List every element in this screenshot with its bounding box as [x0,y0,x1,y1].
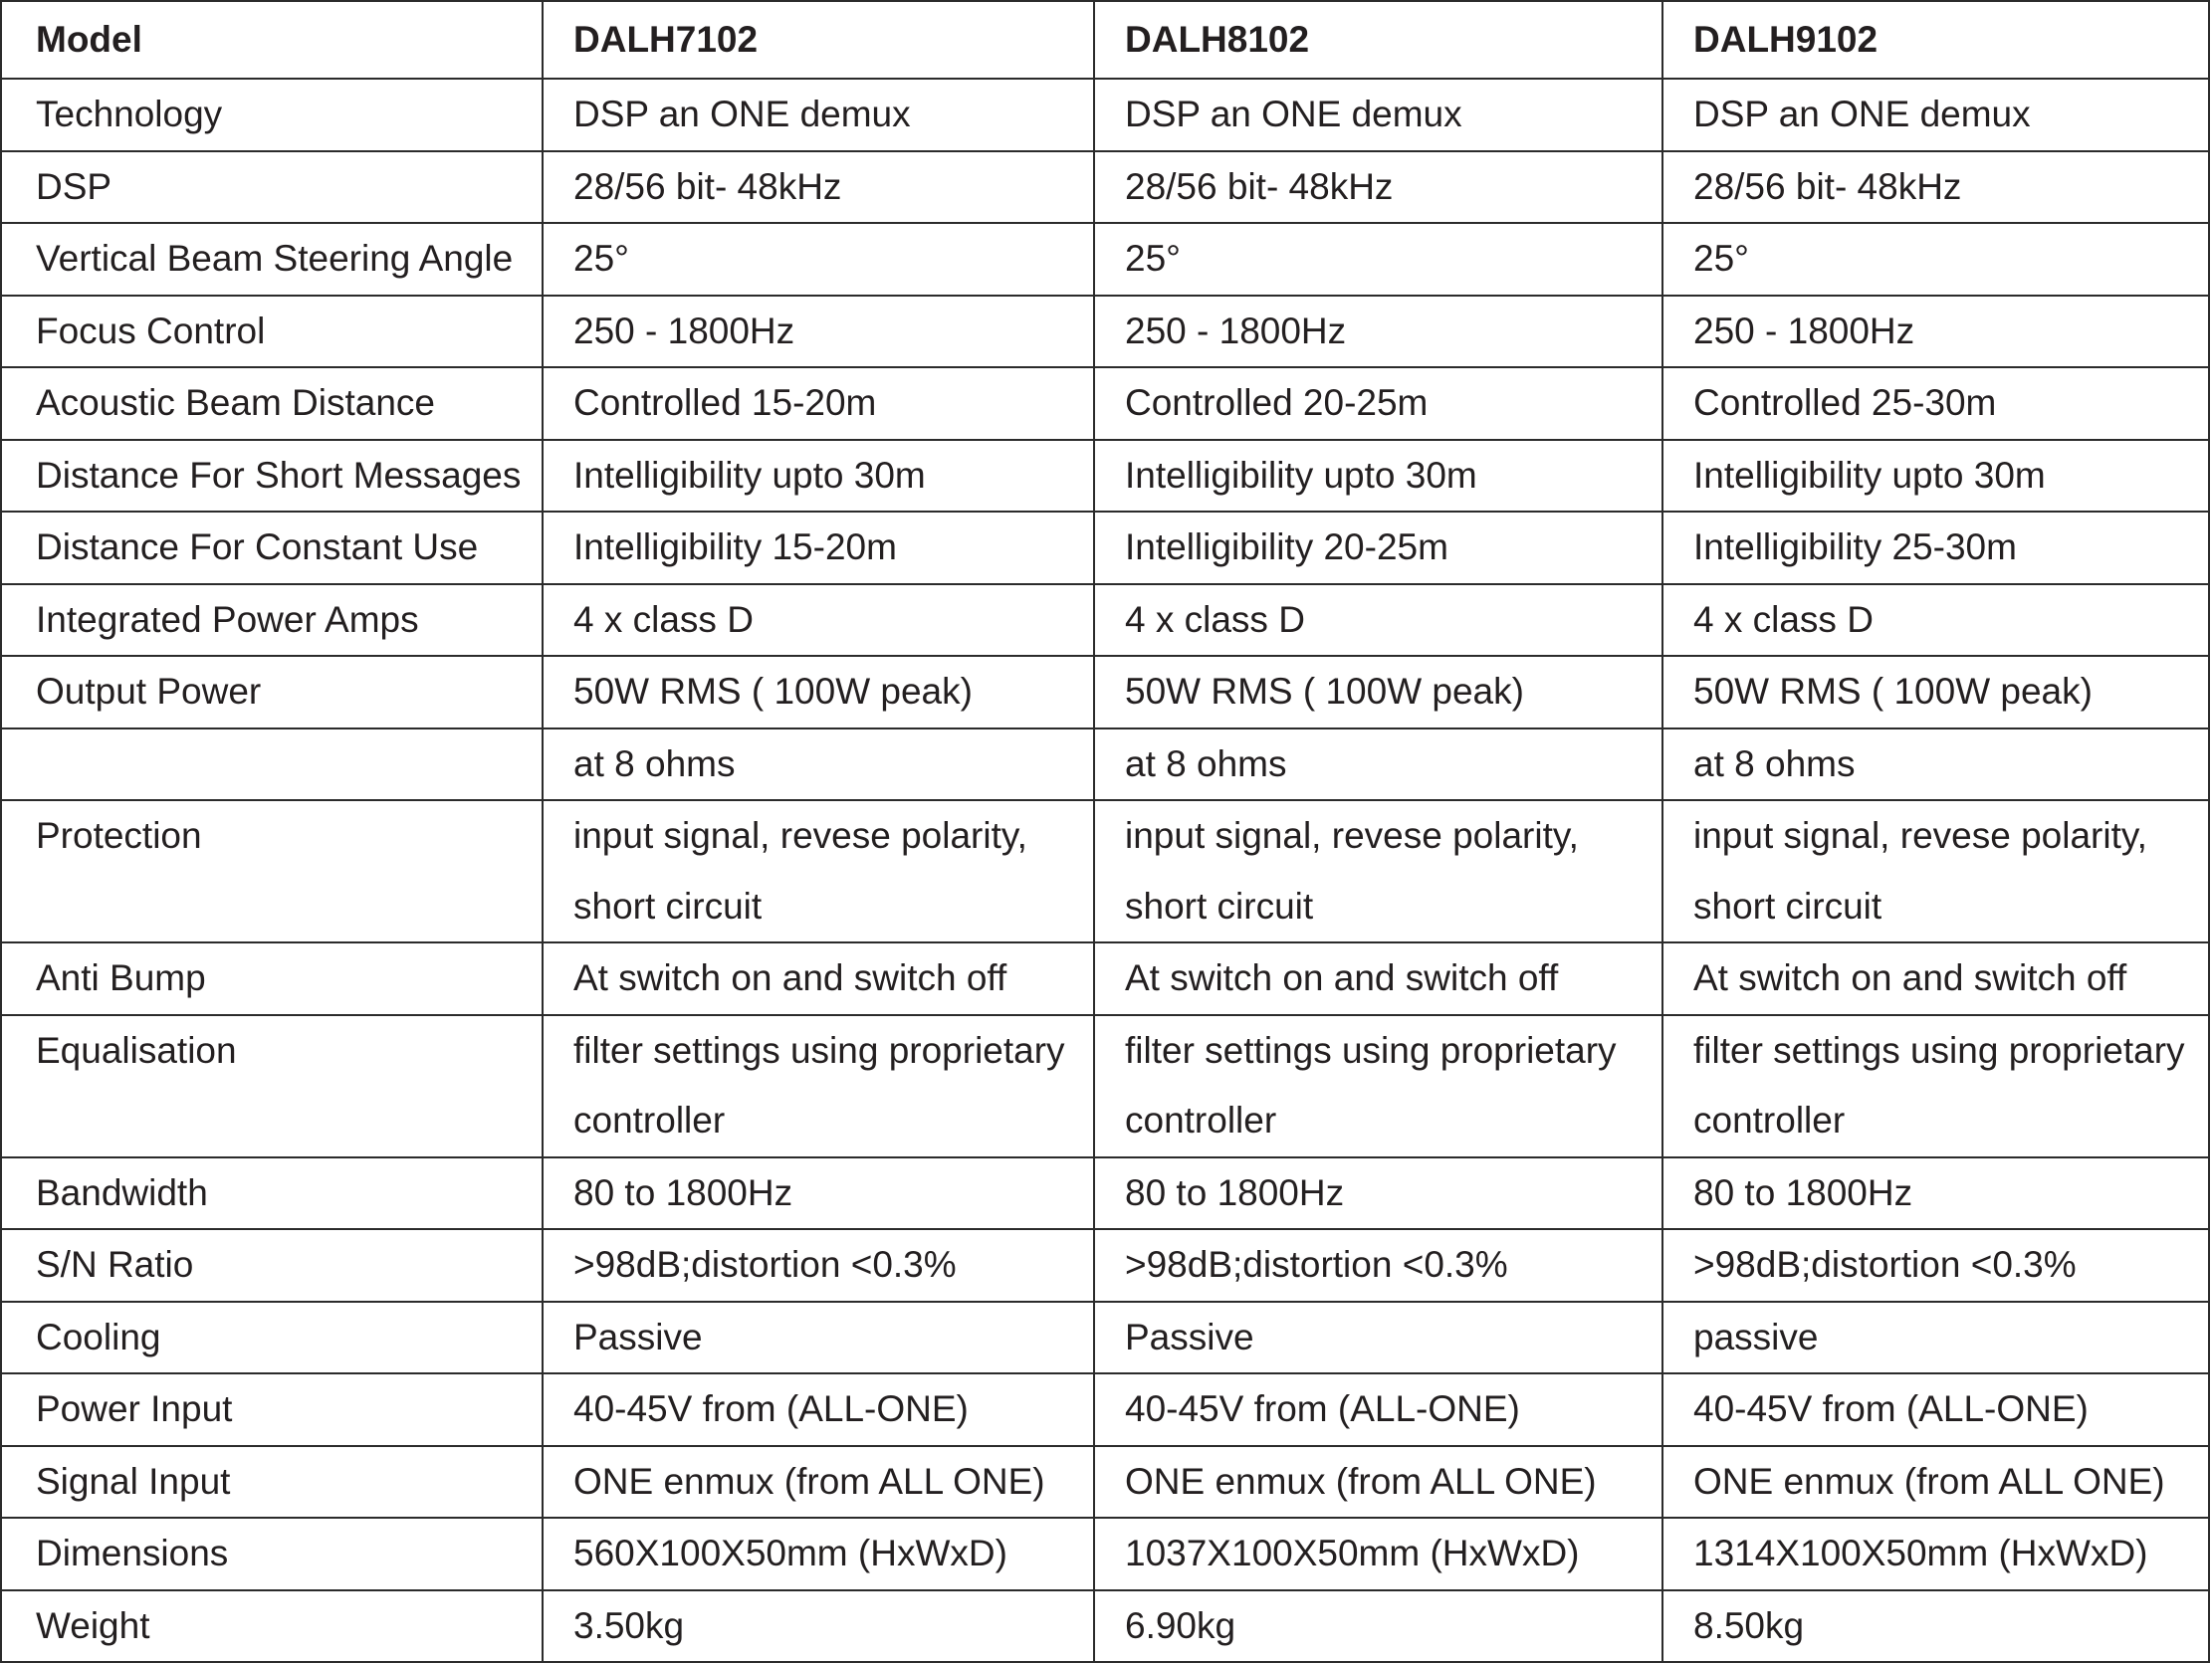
spec-value-cell [543,728,1094,801]
spec-value-line: 25° [1125,238,1181,279]
spec-value-line: Intelligibility 20-25m [1125,526,1448,567]
spec-value-cell [1094,1373,1662,1446]
spec-value-cell [543,1229,1094,1302]
spec-value-line: 250 - 1800Hz [1693,310,1915,351]
row-label: Acoustic Beam Distance [1,367,543,440]
table-row [1,942,2209,1015]
spec-value-line: 28/56 bit- 48kHz [573,165,842,207]
spec-value-cell [1662,367,2209,440]
spec-value-cell [1662,79,2209,151]
row-label: S/N Ratio [1,1229,543,1302]
spec-value-cell [1094,1302,1662,1374]
spec-value-line: short circuit [1125,885,1314,927]
spec-value-line: 40-45V from (ALL-ONE) [1125,1388,1520,1429]
spec-value-cell [543,1302,1094,1374]
row-label: Focus Control [1,296,543,368]
spec-value-cell [1094,1157,1662,1230]
spec-value-line: Passive [573,1316,703,1357]
table-row [1,1373,2209,1446]
table-row [1,440,2209,513]
spec-value-cell [1662,151,2209,224]
row-label: Output Power [1,656,543,728]
spec-value-line: Passive [1125,1316,1254,1357]
spec-value-cell [543,800,1094,942]
row-label: Equalisation [1,1015,543,1157]
spec-value-cell [1662,942,2209,1015]
spec-value-cell [1662,1446,2209,1519]
spec-value-line: input signal, revese polarity, [573,815,1027,856]
row-label [1,728,543,801]
spec-value-line: >98dB;distortion <0.3% [1693,1244,2077,1285]
spec-value-line: DSP an ONE demux [1693,94,2031,134]
spec-value-line: Intelligibility upto 30m [1693,454,2046,496]
spec-value-cell [1662,223,2209,296]
spec-value-line: input signal, revese polarity, [1693,815,2147,856]
spec-value-cell [1094,1446,1662,1519]
spec-value-cell [1094,728,1662,801]
spec-value-line: Intelligibility upto 30m [1125,454,1477,496]
spec-value-cell [1094,223,1662,296]
table-row [1,800,2209,942]
spec-value-cell [1094,151,1662,224]
spec-value-cell [1662,1518,2209,1590]
spec-value-line: >98dB;distortion <0.3% [1125,1244,1508,1285]
row-label: Power Input [1,1373,543,1446]
spec-value-line: at 8 ohms [1125,742,1287,784]
header-model-dalh8102: DALH8102 [1094,1,1662,79]
spec-value-line: passive [1693,1316,1819,1357]
spec-value-line: Intelligibility 25-30m [1693,526,2017,567]
spec-value-line: DSP an ONE demux [1125,94,1462,134]
row-label: Weight [1,1590,543,1663]
spec-value-cell [1662,512,2209,584]
row-label: Dimensions [1,1518,543,1590]
spec-value-line: 40-45V from (ALL-ONE) [573,1388,969,1429]
spec-value-cell [543,584,1094,657]
spec-value-line: 25° [573,238,629,279]
spec-value-line: short circuit [1693,885,1882,927]
spec-value-line: 50W RMS ( 100W peak) [573,671,973,712]
spec-value-line: 25° [1693,238,1749,279]
spec-value-line: >98dB;distortion <0.3% [573,1244,957,1285]
spec-value-cell [543,367,1094,440]
spec-value-line: controller [1125,1100,1277,1141]
spec-value-cell [543,1446,1094,1519]
table-row [1,79,2209,151]
spec-value-cell [1662,800,2209,942]
spec-value-cell [1662,296,2209,368]
row-label: Technology [1,79,543,151]
spec-value-line: at 8 ohms [1693,742,1856,784]
table-row [1,1015,2209,1157]
spec-value-line: Controlled 15-20m [573,382,877,423]
table-header-row [1,1,2209,79]
spec-value-cell [1662,1157,2209,1230]
row-label: Bandwidth [1,1157,543,1230]
spec-value-line: 80 to 1800Hz [1125,1171,1345,1213]
spec-value-cell [1094,367,1662,440]
spec-value-cell [543,223,1094,296]
spec-value-cell [1662,440,2209,513]
spec-value-cell [1094,584,1662,657]
spec-value-cell [1662,728,2209,801]
spec-value-line: 4 x class D [573,598,754,640]
table-row [1,1157,2209,1230]
spec-value-cell [1094,1590,1662,1663]
spec-table-body [1,1,2209,1662]
table-row [1,1229,2209,1302]
table-row [1,584,2209,657]
spec-value-cell [1094,1015,1662,1157]
spec-value-cell [1662,584,2209,657]
spec-value-line: 80 to 1800Hz [1693,1171,1913,1213]
row-label: Signal Input [1,1446,543,1519]
spec-value-line: 50W RMS ( 100W peak) [1125,671,1524,712]
spec-value-line: ONE enmux (from ALL ONE) [573,1460,1045,1502]
spec-value-line: ONE enmux (from ALL ONE) [1125,1460,1597,1502]
spec-value-line: 3.50kg [573,1604,685,1646]
spec-value-cell [543,151,1094,224]
spec-value-line: 4 x class D [1693,598,1874,640]
spec-value-cell [1094,1229,1662,1302]
spec-value-cell [543,79,1094,151]
spec-value-line: controller [1693,1100,1846,1141]
row-label: DSP [1,151,543,224]
row-label: Vertical Beam Steering Angle [1,223,543,296]
header-model-dalh7102: DALH7102 [543,1,1094,79]
spec-value-cell [1094,800,1662,942]
spec-value-cell [1094,1518,1662,1590]
spec-value-line: Intelligibility upto 30m [573,454,926,496]
spec-value-cell [543,1015,1094,1157]
spec-value-line: 1314X100X50mm (HxWxD) [1693,1533,2148,1573]
spec-value-cell [543,296,1094,368]
spec-value-line: 1037X100X50mm (HxWxD) [1125,1533,1580,1573]
table-row [1,1302,2209,1374]
spec-value-cell [1662,1373,2209,1446]
spec-value-cell [1094,296,1662,368]
row-label: Protection [1,800,543,942]
spec-value-cell [1094,656,1662,728]
table-row [1,512,2209,584]
spec-value-line: at 8 ohms [573,742,736,784]
spec-value-cell [543,512,1094,584]
row-label: Distance For Short Messages [1,440,543,513]
spec-value-line: Controlled 25-30m [1693,382,1997,423]
spec-value-cell [543,942,1094,1015]
table-row [1,367,2209,440]
table-row [1,151,2209,224]
header-model-label: Model [1,1,543,79]
spec-value-line: 4 x class D [1125,598,1305,640]
row-label: Distance For Constant Use [1,512,543,584]
spec-value-line: input signal, revese polarity, [1125,815,1579,856]
spec-value-cell [543,440,1094,513]
spec-value-line: Intelligibility 15-20m [573,526,897,567]
spec-value-line: 250 - 1800Hz [573,310,795,351]
row-label: Integrated Power Amps [1,584,543,657]
spec-value-line: 560X100X50mm (HxWxD) [573,1533,1007,1573]
table-row [1,1518,2209,1590]
spec-value-line: filter settings using proprietary [573,1029,1065,1071]
spec-value-line: filter settings using proprietary [1693,1029,2185,1071]
spec-value-line: controller [573,1100,726,1141]
spec-value-line: At switch on and switch off [573,957,1007,998]
spec-value-cell [1094,440,1662,513]
table-row [1,728,2209,801]
spec-value-line: At switch on and switch off [1693,957,2127,998]
spec-value-cell [543,1518,1094,1590]
spec-value-line: 6.90kg [1125,1604,1236,1646]
spec-value-line: At switch on and switch off [1125,957,1559,998]
spec-value-line: 8.50kg [1693,1604,1805,1646]
table-row [1,223,2209,296]
spec-value-line: 28/56 bit- 48kHz [1125,165,1394,207]
spec-value-cell [543,1373,1094,1446]
spec-value-line: 28/56 bit- 48kHz [1693,165,1962,207]
spec-value-cell [543,1590,1094,1663]
row-label: Cooling [1,1302,543,1374]
table-row [1,1590,2209,1663]
spec-value-cell [1662,656,2209,728]
spec-value-line: ONE enmux (from ALL ONE) [1693,1460,2165,1502]
spec-value-cell [1662,1302,2209,1374]
header-model-dalh9102: DALH9102 [1662,1,2209,79]
spec-value-line: 80 to 1800Hz [573,1171,793,1213]
table-row [1,296,2209,368]
spec-value-cell [1662,1590,2209,1663]
spec-value-line: short circuit [573,885,763,927]
spec-value-line: Controlled 20-25m [1125,382,1429,423]
spec-value-cell [543,1157,1094,1230]
table-row [1,656,2209,728]
spec-value-line: 40-45V from (ALL-ONE) [1693,1388,2089,1429]
spec-value-line: DSP an ONE demux [573,94,911,134]
spec-value-cell [1094,942,1662,1015]
spec-value-cell [1662,1229,2209,1302]
spec-value-cell [1094,512,1662,584]
spec-value-line: 250 - 1800Hz [1125,310,1347,351]
spec-value-line: filter settings using proprietary [1125,1029,1617,1071]
row-label: Anti Bump [1,942,543,1015]
table-row [1,1446,2209,1519]
spec-value-cell [543,656,1094,728]
spec-value-cell [1662,1015,2209,1157]
spec-value-cell [1094,79,1662,151]
spec-value-line: 50W RMS ( 100W peak) [1693,671,2093,712]
